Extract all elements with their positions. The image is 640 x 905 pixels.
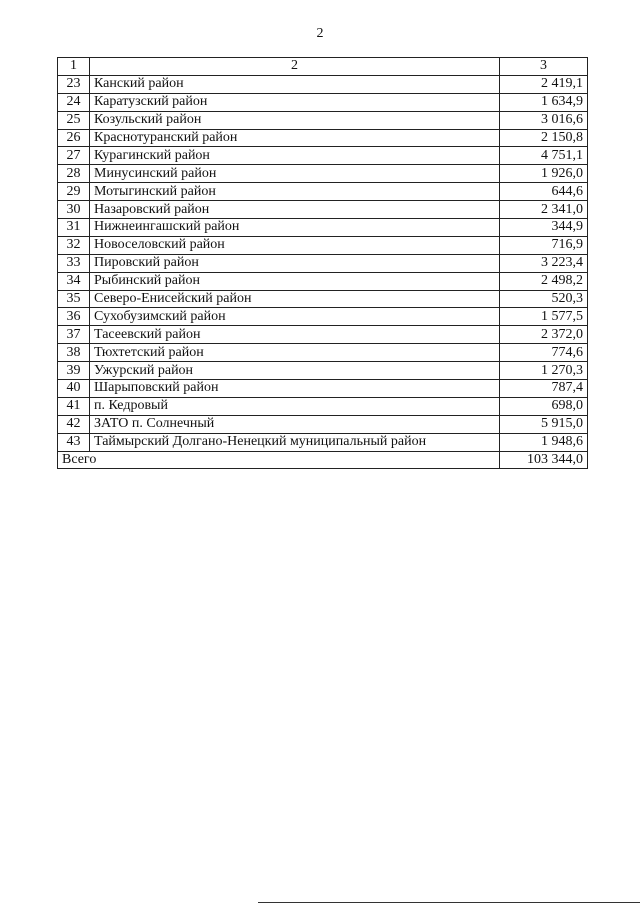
table-row [58, 290, 588, 308]
municipality-name: Пировский район [90, 254, 500, 272]
row-number: 34 [58, 272, 90, 290]
table-row [58, 183, 588, 201]
row-value: 2 150,8 [500, 129, 588, 147]
municipality-name: Тасеевский район [90, 326, 500, 344]
row-value: 2 498,2 [500, 272, 588, 290]
table-row [58, 147, 588, 165]
municipality-name: Тюхтетский район [90, 344, 500, 362]
row-number: 33 [58, 254, 90, 272]
municipality-name: Нижнеингашский район [90, 219, 500, 237]
row-value: 2 372,0 [500, 326, 588, 344]
row-number: 35 [58, 290, 90, 308]
table-row [58, 111, 588, 129]
table-row [58, 254, 588, 272]
row-value: 698,0 [500, 397, 588, 415]
column-header-3: 3 [500, 58, 588, 76]
municipality-name: Рыбинский район [90, 272, 500, 290]
column-header-1: 1 [58, 58, 90, 76]
row-number: 23 [58, 75, 90, 93]
table-row [58, 415, 588, 433]
row-value: 344,9 [500, 219, 588, 237]
row-number: 38 [58, 344, 90, 362]
row-number: 43 [58, 433, 90, 451]
row-number: 40 [58, 380, 90, 398]
municipality-name: Козульский район [90, 111, 500, 129]
table-row [58, 433, 588, 451]
row-number: 31 [58, 219, 90, 237]
municipality-name: Сухобузимский район [90, 308, 500, 326]
row-value: 520,3 [500, 290, 588, 308]
table-row [58, 129, 588, 147]
row-number: 24 [58, 93, 90, 111]
footer-rule [258, 902, 640, 903]
row-number: 28 [58, 165, 90, 183]
row-value: 3 223,4 [500, 254, 588, 272]
row-number: 37 [58, 326, 90, 344]
row-value: 644,6 [500, 183, 588, 201]
row-value: 1 577,5 [500, 308, 588, 326]
row-value: 3 016,6 [500, 111, 588, 129]
municipality-name: Минусинский район [90, 165, 500, 183]
table-row [58, 75, 588, 93]
table-row [58, 344, 588, 362]
table-body [58, 58, 588, 469]
row-value: 1 270,3 [500, 362, 588, 380]
table-row [58, 397, 588, 415]
row-number: 27 [58, 147, 90, 165]
table-row [58, 93, 588, 111]
table-row [58, 380, 588, 398]
row-number: 42 [58, 415, 90, 433]
municipality-name: Таймырский Долгано-Ненецкий муниципальный район [90, 433, 500, 451]
row-number: 32 [58, 236, 90, 254]
row-value: 1 634,9 [500, 93, 588, 111]
row-value: 2 341,0 [500, 201, 588, 219]
table-row [58, 272, 588, 290]
row-number: 26 [58, 129, 90, 147]
row-value: 787,4 [500, 380, 588, 398]
total-label: Всего [58, 451, 500, 469]
row-value: 1 948,6 [500, 433, 588, 451]
municipality-name: Каратузский район [90, 93, 500, 111]
municipality-name: Канский район [90, 75, 500, 93]
municipality-name: Северо-Енисейский район [90, 290, 500, 308]
table-row [58, 201, 588, 219]
municipality-name: Ужурский район [90, 362, 500, 380]
row-number: 39 [58, 362, 90, 380]
row-value: 5 915,0 [500, 415, 588, 433]
municipality-name: Шарыповский район [90, 380, 500, 398]
municipality-name: Назаровский район [90, 201, 500, 219]
row-number: 36 [58, 308, 90, 326]
municipality-name: Курагинский район [90, 147, 500, 165]
row-value: 716,9 [500, 236, 588, 254]
municipality-name: Краснотуранский район [90, 129, 500, 147]
municipality-name: ЗАТО п. Солнечный [90, 415, 500, 433]
row-number: 41 [58, 397, 90, 415]
table-header-row [58, 58, 588, 76]
page-number: 2 [316, 26, 324, 41]
municipality-name: п. Кедровый [90, 397, 500, 415]
row-value: 4 751,1 [500, 147, 588, 165]
row-number: 29 [58, 183, 90, 201]
data-table [57, 57, 588, 469]
table-row [58, 308, 588, 326]
row-number: 25 [58, 111, 90, 129]
total-row [58, 451, 588, 469]
table-row [58, 165, 588, 183]
total-value: 103 344,0 [500, 451, 588, 469]
municipality-name: Мотыгинский район [90, 183, 500, 201]
row-value: 2 419,1 [500, 75, 588, 93]
row-number: 30 [58, 201, 90, 219]
table-row [58, 219, 588, 237]
municipality-name: Новоселовский район [90, 236, 500, 254]
row-value: 1 926,0 [500, 165, 588, 183]
column-header-2: 2 [90, 58, 500, 76]
table-row [58, 362, 588, 380]
table-row [58, 326, 588, 344]
row-value: 774,6 [500, 344, 588, 362]
table-row [58, 236, 588, 254]
